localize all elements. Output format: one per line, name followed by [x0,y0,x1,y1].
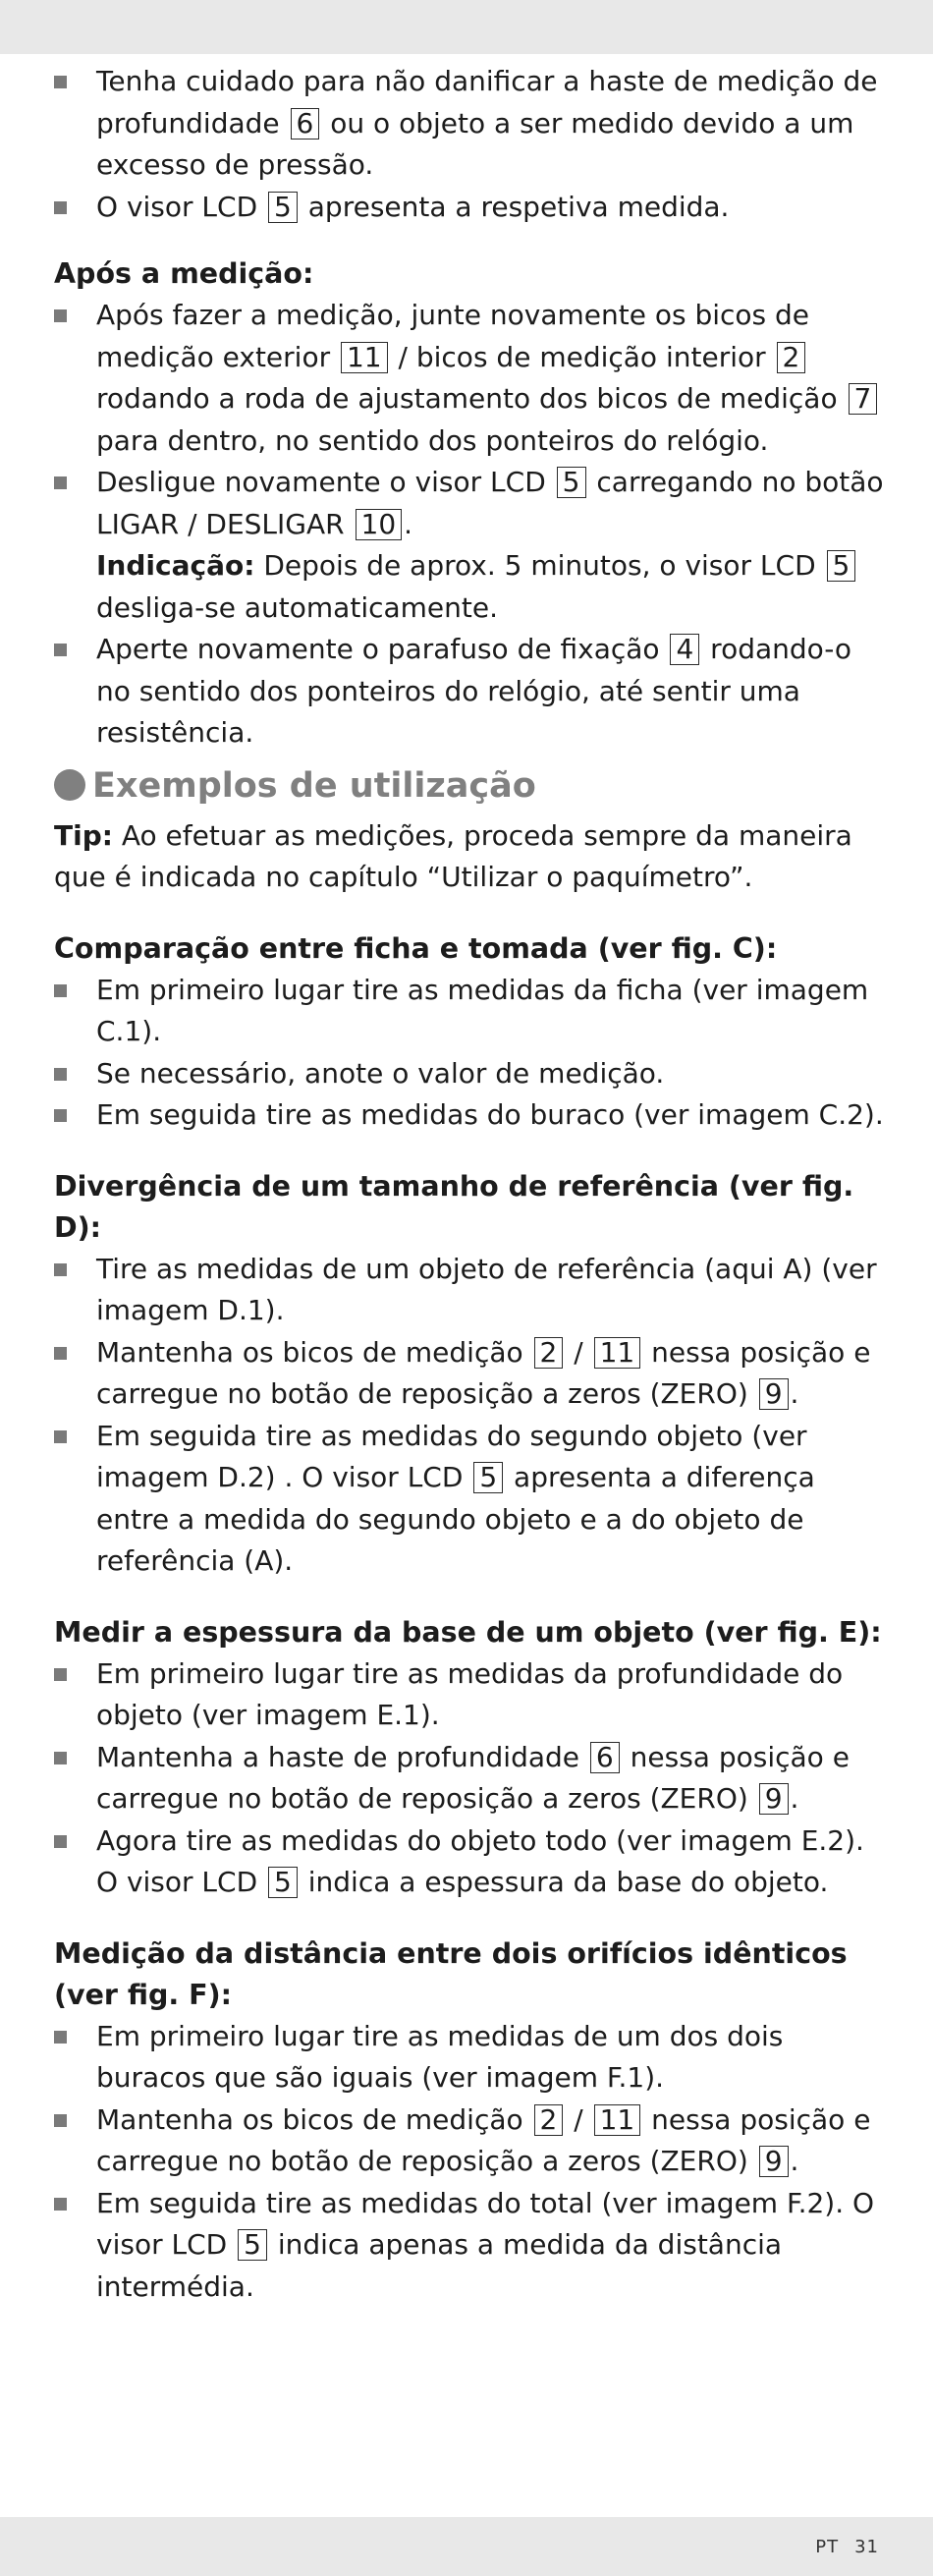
ref-number: 2 [777,342,806,373]
list-item: Agora tire as medidas do objeto todo (ver imagem E.2). O visor LCD 5 indica a espessura da base do objeto. [54,1820,884,1904]
list-item: Tire as medidas de um objeto de referência (aqui A) (ver imagem D.1). [54,1249,884,1332]
after-measure-list [54,295,884,755]
ref-number: 11 [594,2104,641,2136]
list-item: Após fazer a medição, junte novamente os bicos de medição exterior 11 / bicos de medição interior 2 rodando a roda de ajustamento dos bicos de medição 7 para dentro, no sentido dos ponteiros do relógio. [54,295,884,462]
note-label: Indicação: [96,549,255,582]
ref-number: 5 [827,550,856,582]
footer-bar [0,2517,933,2576]
ref-number: 6 [291,108,320,140]
section-title-examples: Exemplos de utilização [54,760,884,812]
ref-number: 6 [590,1742,620,1773]
list-item: Mantenha os bicos de medição 2 / 11 nessa posição e carregue no botão de reposição a zeros (ZERO) 9 . [54,2100,884,2183]
section-d-list [54,1249,884,1583]
ref-number: 5 [268,1867,298,1898]
page-number [815,2537,879,2557]
list-item: Desligue novamente o visor LCD 5 carregando no botão LIGAR / DESLIGAR 10 . Indicação: Depois de aprox. 5 minutos, o visor LCD 5 desliga-se automaticamente. [54,462,884,629]
tip-paragraph: Tip: Ao efetuar as medições, proceda sempre da maneira que é indicada no capítulo “Utilizar o paquímetro”. [54,818,852,893]
tip-label: Tip: [54,818,113,852]
ref-number: 11 [341,342,388,373]
ref-number: 9 [759,2146,789,2177]
ref-number: 9 [759,1783,789,1815]
list-item: Em primeiro lugar tire as medidas de um dos dois buracos que são iguais (ver imagem F.1). [54,2016,884,2100]
ref-number: 5 [268,192,298,223]
list-item: Aperte novamente o parafuso de fixação 4 rodando-o no sentido dos ponteiros do relógio, até sentir uma resistência. [54,629,884,755]
list-item: Mantenha os bicos de medição 2 / 11 nessa posição e carregue no botão de reposição a zeros (ZERO) 9 . [54,1332,884,1416]
ref-number: 7 [849,383,878,415]
heading-section-e: Medir a espessura da base de um objeto (ver fig. E): [54,1615,882,1649]
heading-section-f: Medição da distância entre dois orifícios idênticos (ver fig. F): [54,1936,848,2011]
section-e-list [54,1653,884,1904]
ref-number: 2 [534,2104,564,2136]
top-bar [0,0,933,54]
heading-section-d: Divergência de um tamanho de referência (ver fig. D): [54,1169,854,1244]
section-c-list [54,970,884,1137]
heading-section-c: Comparação entre ficha e tomada (ver fig. C): [54,931,778,965]
language-code: PT [815,2537,840,2557]
bullet-circle-icon [54,769,85,801]
list-item: Em seguida tire as medidas do total (ver imagem F.2). O visor LCD 5 indica apenas a medida da distância intermédia. [54,2183,884,2309]
list-item: Mantenha a haste de profundidade 6 nessa posição e carregue no botão de reposição a zeros (ZERO) 9 . [54,1737,884,1820]
list-item: Em seguida tire as medidas do segundo objeto (ver imagem D.2) . O visor LCD 5 apresenta a diferença entre a medida do segundo objeto e a do objeto de referência (A). [54,1416,884,1583]
ref-number: 9 [759,1378,789,1410]
list-item: O visor LCD 5 apresenta a respetiva medida. [54,187,884,229]
page-number-value: 31 [854,2537,879,2557]
list-item: Se necessário, anote o valor de medição. [54,1053,884,1095]
list-item: Em primeiro lugar tire as medidas da profundidade do objeto (ver imagem E.1). [54,1653,884,1737]
section-f-list [54,2016,884,2309]
list-item: Em seguida tire as medidas do buraco (ver imagem C.2). [54,1094,884,1137]
ref-number: 11 [594,1337,641,1369]
list-item: Em primeiro lugar tire as medidas da ficha (ver imagem C.1). [54,970,884,1053]
list-item: Tenha cuidado para não danificar a haste de medição de profundidade 6 ou o objeto a ser medido devido a um excesso de pressão. [54,61,884,187]
ref-number: 5 [238,2229,267,2261]
ref-number: 5 [557,467,586,498]
ref-number: 4 [670,634,699,665]
ref-number: 2 [534,1337,564,1369]
ref-number: 10 [356,509,403,540]
intro-list [54,61,884,228]
heading-after-measure: Após a medição: [54,257,314,290]
ref-number: 5 [473,1462,503,1493]
page-content [54,61,884,2308]
